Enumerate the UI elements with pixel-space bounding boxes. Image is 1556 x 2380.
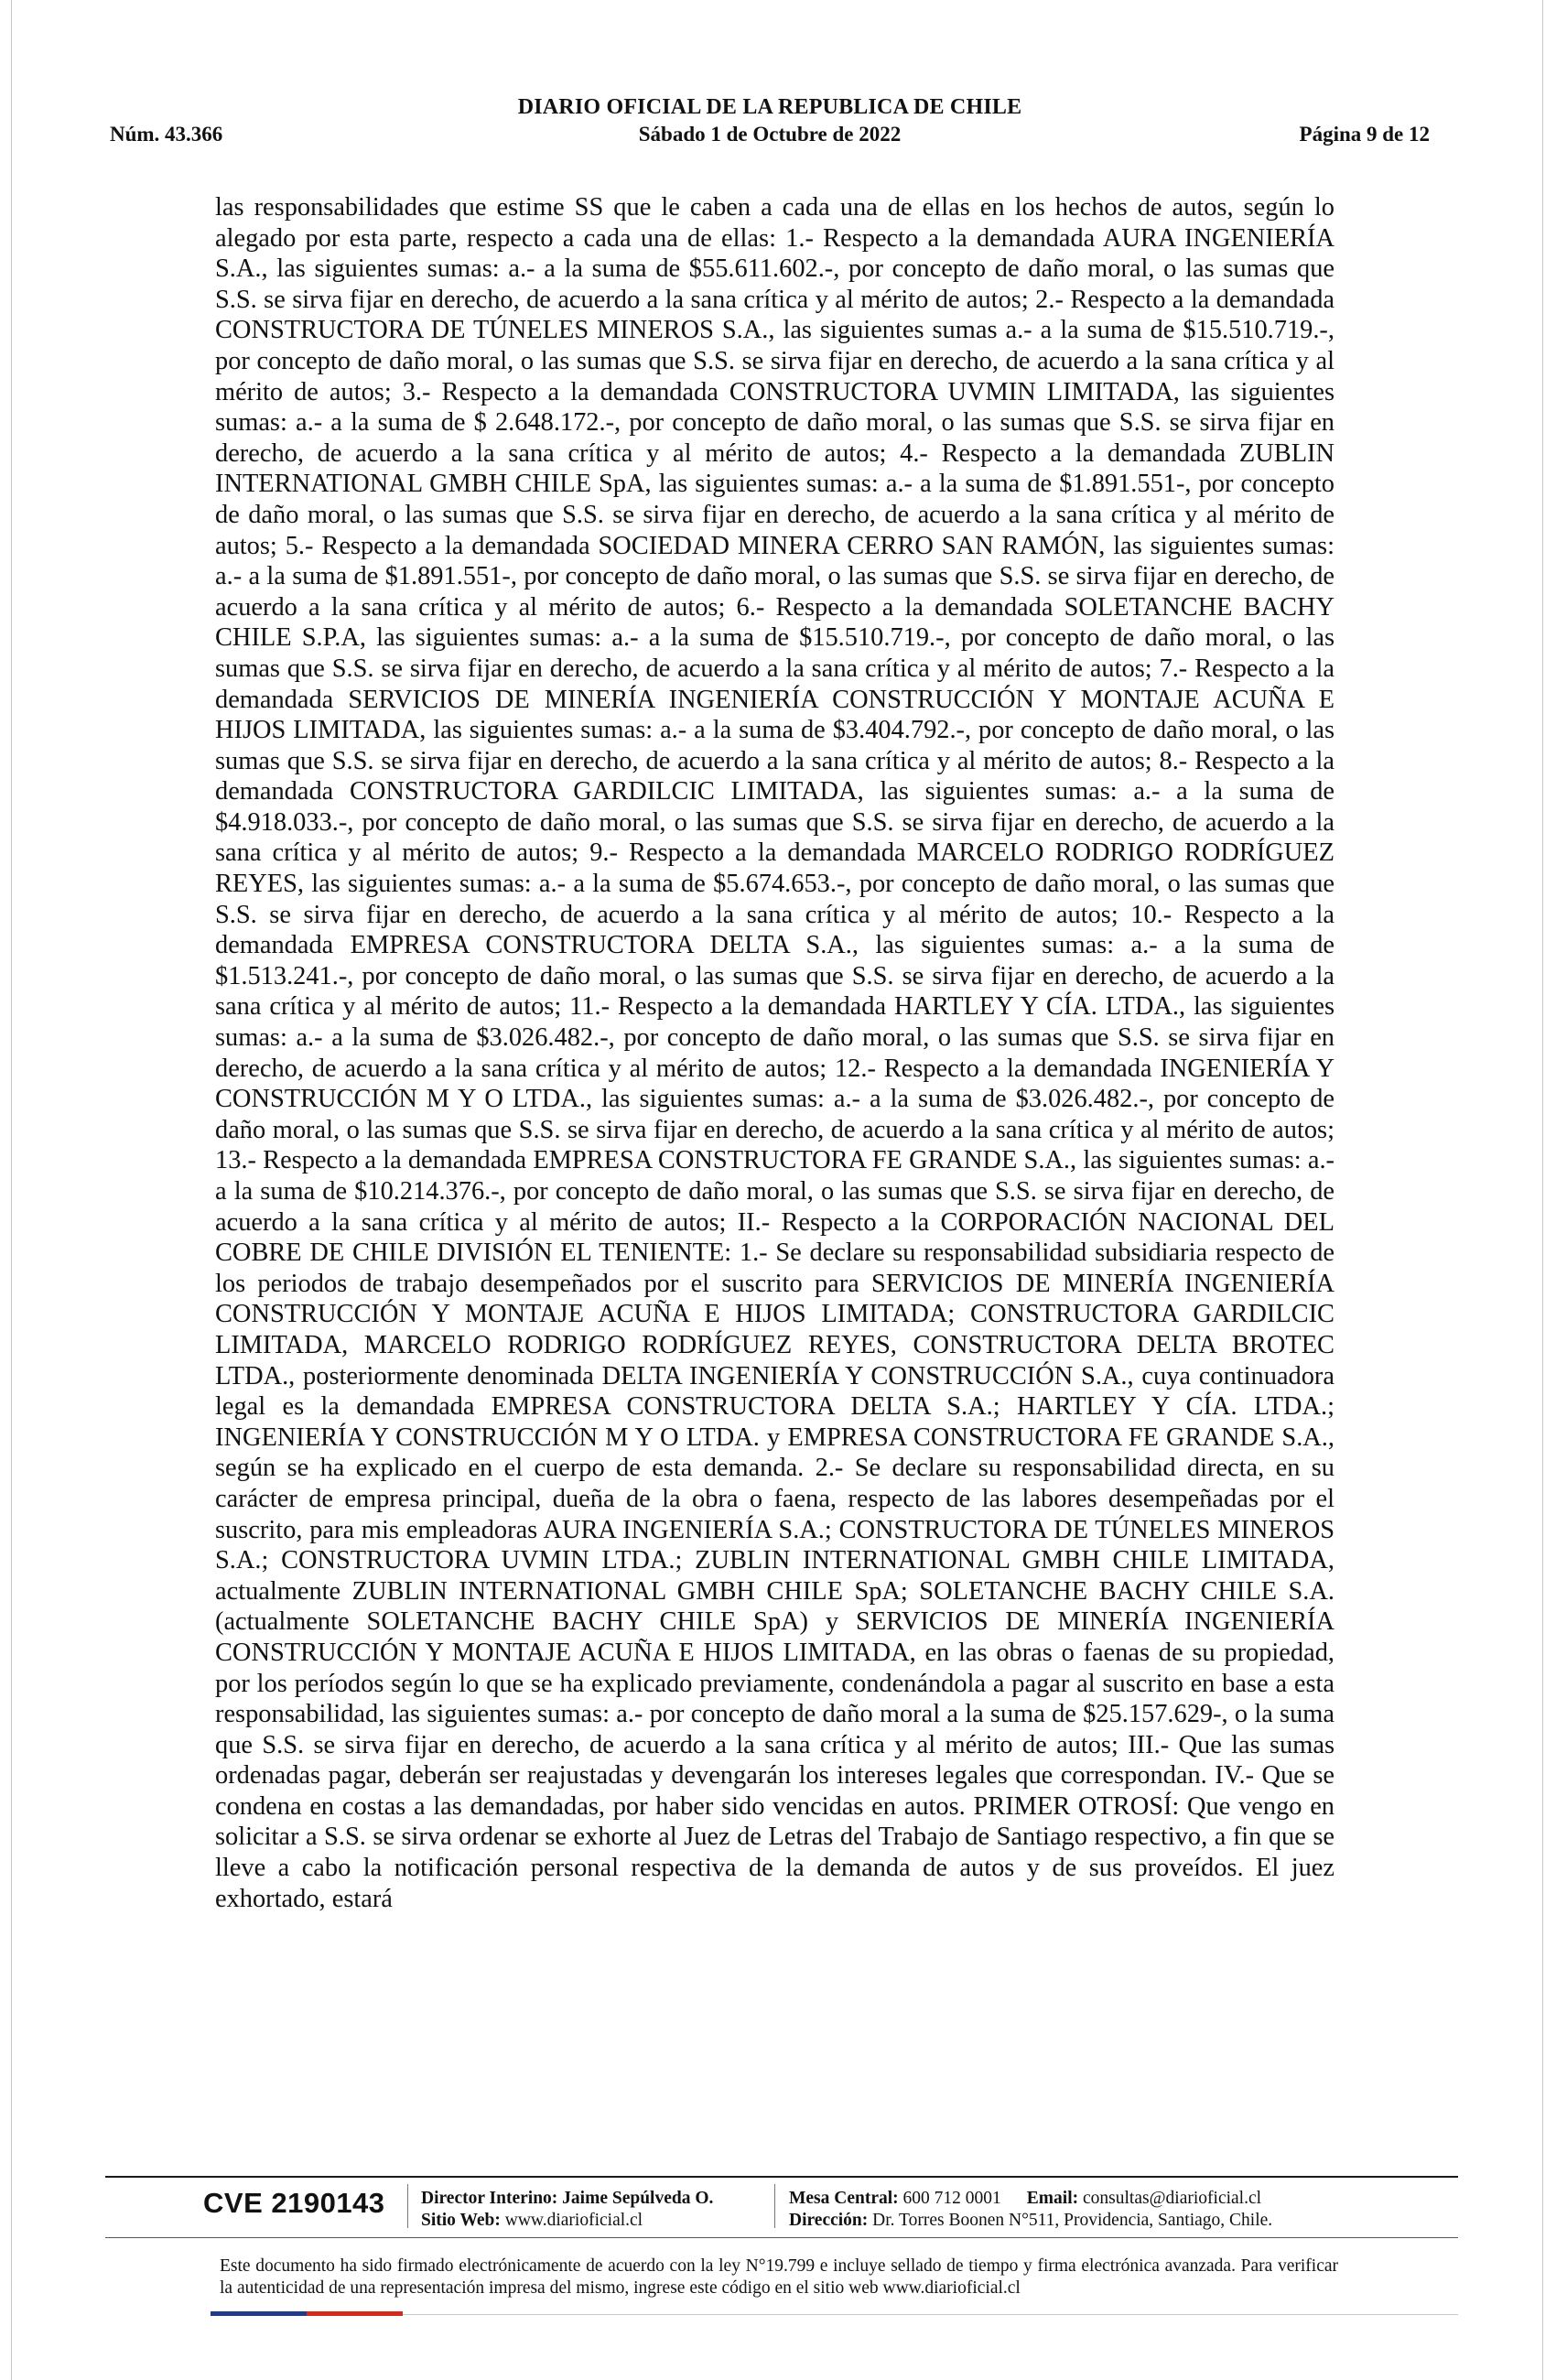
- flag-red-segment: [307, 2311, 403, 2316]
- cve-code: CVE 2190143: [203, 2187, 385, 2219]
- director-label: Director Interino:: [421, 2189, 558, 2208]
- director-name: Jaime Sepúlveda O.: [562, 2189, 714, 2208]
- issue-date: Sábado 1 de Octubre de 2022: [638, 123, 902, 146]
- page-number: Página 9 de 12: [1299, 123, 1430, 146]
- document-body: [215, 192, 1334, 1914]
- footer-director-column: [421, 2188, 713, 2232]
- footer-bottom-rule: [105, 2237, 1458, 2238]
- email-label: Email:: [1026, 2189, 1079, 2208]
- mesa-phone: 600 712 0001: [902, 2189, 1001, 2208]
- site-link[interactable]: www.diarioficial.cl: [504, 2211, 643, 2230]
- publication-title: DIARIO OFICIAL DE LA REPUBLICA DE CHILE: [517, 95, 1022, 119]
- email-link[interactable]: consultas@diarioficial.cl: [1083, 2189, 1262, 2208]
- address-label: Dirección:: [789, 2211, 869, 2230]
- page-bottom-line: [403, 2314, 1458, 2315]
- legal-notice: Este documento ha sido firmado electrónicamente de acuerdo con la ley N°19.799 e incluye sellado de tiempo y firma electrónica avanzada. Para verificar la autenticidad de una representación impresa del mismo, ingrese este código en el sitio web www.diarioficial.cl: [220, 2256, 1338, 2298]
- address-value: Dr. Torres Boonen N°511, Providencia, Santiago, Chile.: [872, 2211, 1273, 2230]
- flag-blue-segment: [211, 2311, 307, 2316]
- body-paragraph: las responsabilidades que estime SS que le caben a cada una de ellas en los hechos de autos, según lo alegado por esta parte, respecto a cada una de ellas: 1.- Respecto a la demandada AURA INGENIERÍA S.A., las siguientes sumas: a.- a la suma de $55.611.602.-, por concepto de daño moral, o las sumas que S.S. se sirva fijar en derecho, de acuerdo a la sana crítica y al mérito de autos; 2.- Respecto a la demandada CONSTRUCTORA DE TÚNELES MINEROS S.A., las siguientes sumas a.- a la suma de $15.510.719.-, por concepto de daño moral, o las sumas que S.S. se sirva fijar en derecho, de acuerdo a la sana crítica y al mérito de autos; 3.- Respecto a la demandada CONSTRUCTORA UVMIN LIMITADA, las siguientes sumas: a.- a la suma de $ 2.648.172.-, por concepto de daño moral, o las sumas que S.S. se sirva fijar en derecho, de acuerdo a la sana crítica y al mérito de autos; 4.- Respecto a la demandada ZUBLIN INTERNATIONAL GMBH CHILE SpA, las siguientes sumas: a.- a la suma de $1.891.551-, por concepto de daño moral, o las sumas que S.S. se sirva fijar en derecho, de acuerdo a la sana crítica y al mérito de autos; 5.- Respecto a la demandada SOCIEDAD MINERA CERRO SAN RAMÓN, las siguientes sumas: a.- a la suma de $1.891.551-, por concepto de daño moral, o las sumas que S.S. se sirva fijar en derecho, de acuerdo a la sana crítica y al mérito de autos; 6.- Respecto a la demandada SOLETANCHE BACHY CHILE S.P.A, las siguientes sumas: a.- a la suma de $15.510.719.-, por concepto de daño moral, o las sumas que S.S. se sirva fijar en derecho, de acuerdo a la sana crítica y al mérito de autos; 7.- Respecto a la demandada SERVICIOS DE MINERÍA INGENIERÍA CONSTRUCCIÓN Y MONTAJE ACUÑA E HIJOS LIMITADA, las siguientes sumas: a.- a la suma de $3.404.792.-, por concepto de daño moral, o las sumas que S.S. se sirva fijar en derecho, de acuerdo a la sana crítica y al mérito de autos; 8.- Respecto a la demandada CONSTRUCTORA GARDILCIC LIMITADA, las siguientes sumas: a.- a la suma de $4.918.033.-, por concepto de daño moral, o las sumas que S.S. se sirva fijar en derecho, de acuerdo a la sana crítica y al mérito de autos; 9.- Respecto a la demandada MARCELO RODRIGO RODRÍGUEZ REYES, las siguientes sumas: a.- a la suma de $5.674.653.-, por concepto de daño moral, o las sumas que S.S. se sirva fijar en derecho, de acuerdo a la sana crítica y al mérito de autos; 10.- Respecto a la demandada EMPRESA CONSTRUCTORA DELTA S.A., las siguientes sumas: a.- a la suma de $1.513.241.-, por concepto de daño moral, o las sumas que S.S. se sirva fijar en derecho, de acuerdo a la sana crítica y al mérito de autos; 11.- Respecto a la demandada HARTLEY Y CÍA. LTDA., las siguientes sumas: a.- a la suma de $3.026.482.-, por concepto de daño moral, o las sumas que S.S. se sirva fijar en derecho, de acuerdo a la sana crítica y al mérito de autos; 12.- Respecto a la demandada INGENIERÍA Y CONSTRUCCIÓN M Y O LTDA., las siguientes sumas: a.- a la suma de $3.026.482.-, por concepto de daño moral, o las sumas que S.S. se sirva fijar en derecho, de acuerdo a la sana crítica y al mérito de autos; 13.- Respecto a la demandada EMPRESA CONSTRUCTORA FE GRANDE S.A., las siguientes sumas: a.- a la suma de $10.214.376.-, por concepto de daño moral, o las sumas que S.S. se sirva fijar en derecho, de acuerdo a la sana crítica y al mérito de autos; II.- Respecto a la CORPORACIÓN NACIONAL DEL COBRE DE CHILE DIVISIÓN EL TENIENTE: 1.- Se declare su responsabilidad subsidiaria respecto de los periodos de trabajo desempeñados por el suscrito para SERVICIOS DE MINERÍA INGENIERÍA CONSTRUCCIÓN Y MONTAJE ACUÑA E HIJOS LIMITADA; CONSTRUCTORA GARDILCIC LIMITADA, MARCELO RODRIGO RODRÍGUEZ REYES, CONSTRUCTORA DELTA BROTEC LTDA., posteriormente denominada DELTA INGENIERÍA Y CONSTRUCCIÓN S.A., cuya continuadora legal es la demandada EMPRESA CONSTRUCTORA DELTA S.A.; HARTLEY Y CÍA. LTDA.; INGENIERÍA Y CONSTRUCCIÓN M Y O LTDA. y EMPRESA CONSTRUCTORA FE GRANDE S.A., según se ha explicado en el cuerpo de esta demanda. 2.- Se declare su responsabilidad directa, en su carácter de empresa principal, dueña de la obra o faena, respecto de las labores desempeñadas por el suscrito, para mis empleadoras AURA INGENIERÍA S.A.; CONSTRUCTORA DE TÚNELES MINEROS S.A.; CONSTRUCTORA UVMIN LTDA.; ZUBLIN INTERNATIONAL GMBH CHILE LIMITADA, actualmente ZUBLIN INTERNATIONAL GMBH CHILE SpA; SOLETANCHE BACHY CHILE S.A. (actualmente SOLETANCHE BACHY CHILE SpA) y SERVICIOS DE MINERÍA INGENIERÍA CONSTRUCCIÓN Y MONTAJE ACUÑA E HIJOS LIMITADA, en las obras o faenas de su propiedad, por los períodos según lo que se ha explicado previamente, condenándola a pagar al suscrito en base a esta responsabilidad, las siguientes sumas: a.- por concepto de daño moral a la suma de $25.157.629-, o la suma que S.S. se sirva fijar en derecho, de acuerdo a la sana crítica y al mérito de autos; III.- Que las sumas ordenadas pagar, deberán ser reajustadas y devengarán los intereses legales que correspondan. IV.- Que se condena en costas a las demandadas, por haber sido vencidas en autos. PRIMER OTROSÍ: Que vengo en solicitar a S.S. se sirva ordenar se exhorte al Juez de Letras del Trabajo de Santiago respectivo, a fin que se lleve a cabo la notificación personal respectiva de la demanda de autos y de sus proveídos. El juez exhortado, estará: [215, 193, 1334, 1913]
- mesa-label: Mesa Central:: [789, 2189, 899, 2208]
- footer-top-rule: [105, 2176, 1458, 2178]
- chile-flag-stripe: [211, 2311, 403, 2316]
- site-label: Sitio Web:: [421, 2211, 501, 2230]
- footer-separator: [774, 2184, 775, 2228]
- page-header: [110, 92, 1430, 156]
- page-right-edge: [1542, 0, 1543, 2380]
- footer-separator: [407, 2184, 408, 2228]
- page-left-edge: [11, 0, 12, 2380]
- footer-contact-column: [789, 2188, 1272, 2232]
- issue-number: Núm. 43.366: [110, 123, 223, 146]
